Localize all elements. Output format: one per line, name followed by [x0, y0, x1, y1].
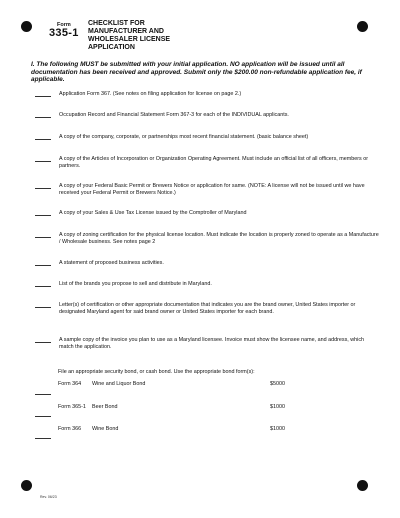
check-blank[interactable] [35, 286, 51, 287]
checklist-item-text: Application Form 367. (See notes on filing application for license on page 2.) [59, 91, 242, 97]
check-blank[interactable] [35, 265, 51, 266]
check-blank[interactable] [35, 96, 51, 97]
punch-hole-bottom-right [357, 480, 368, 491]
form-number: 335-1 [49, 27, 79, 39]
punch-hole-top-right [357, 21, 368, 32]
checklist-item-text: Occupation Record and Financial Statement Form 367-3 for each of the INDIVIDUAL applicants. [59, 112, 289, 118]
title-line: APPLICATION [88, 44, 135, 51]
checklist-item-text: List of the brands you propose to sell and distribute in Maryland. [59, 281, 212, 287]
intro-instructions: I. The following MUST be submitted with your initial application. NO application will be issued until all documentation has been received and approved. Submit only the $200.00 non-refundable application fee, if applicable. [31, 61, 362, 84]
bond-amount: $1000 [270, 404, 285, 410]
check-blank[interactable] [35, 117, 51, 118]
document-title [88, 20, 248, 52]
title-line: MANUFACTURER AND [88, 28, 164, 35]
title-line: WHOLESALER LICENSE [88, 36, 171, 43]
checklist-item-text: A copy of the Articles of Incorporation or Organization Operating Agreement. Must include an official list of all officers, members or partners. [59, 156, 369, 169]
bond-row [58, 404, 285, 410]
checklist-item-text: A copy of your Sales & Use Tax License issued by the Comptroller of Maryland [59, 210, 247, 216]
checklist-item-text: A copy of the company, corporate, or partnerships most recent financial statement. (basic balance sheet) [59, 134, 309, 140]
check-blank[interactable] [35, 416, 51, 417]
bond-amount: $5000 [270, 381, 285, 387]
checklist-item-text: A sample copy of the invoice you plan to use as a Maryland licensee. Invoice must show the licensee name, and address, which match the application. [59, 337, 365, 350]
bond-amount: $1000 [270, 426, 285, 432]
bond-form-number: Form 366 [58, 426, 82, 432]
bond-name: Beer Bond [92, 404, 118, 410]
check-blank[interactable] [35, 161, 51, 162]
check-blank[interactable] [35, 342, 51, 343]
check-blank[interactable] [35, 215, 51, 216]
bond-name: Wine Bond [92, 426, 119, 432]
punch-hole-bottom-left [21, 480, 32, 491]
check-blank[interactable] [35, 188, 51, 189]
check-blank[interactable] [35, 438, 51, 439]
checklist-item-text: A copy of zoning certification for the physical license location. Must indicate the location is properly zoned to operate as a Manufacture / Wholesale business. See notes page 2 [59, 232, 379, 245]
checklist-item-text: A copy of your Federal Basic Permit or Brewers Notice or application for same. (NOTE: A license will not be issued until we have received your Federal Permit or Brewers Notice.) [59, 183, 365, 196]
bond-name: Wine and Liquor Bond [92, 381, 146, 387]
check-blank[interactable] [35, 139, 51, 140]
checklist-item-text: A statement of proposed business activities. [59, 260, 164, 266]
title-line: CHECKLIST FOR [88, 20, 145, 27]
check-blank[interactable] [35, 307, 51, 308]
bond-form-number: Form 365-1 [58, 404, 86, 410]
punch-hole-top-left [21, 21, 32, 32]
form-label: Form [57, 22, 71, 28]
revision-date: Rev. 06/23 [40, 495, 57, 499]
check-blank[interactable] [35, 237, 51, 238]
bond-row [58, 426, 285, 432]
bond-row [58, 381, 285, 387]
check-blank[interactable] [35, 394, 51, 395]
bond-form-number: Form 364 [58, 381, 82, 387]
bond-instructions: File an appropriate security bond, or cash bond. Use the appropriate bond form(s): [58, 369, 255, 375]
checklist-item-text: Letter(s) of certification or other appropriate documentation that indicates you are the brand owner, United States importer or designated Maryland agent for said brand owner or United States importer for each brand. [59, 302, 356, 315]
